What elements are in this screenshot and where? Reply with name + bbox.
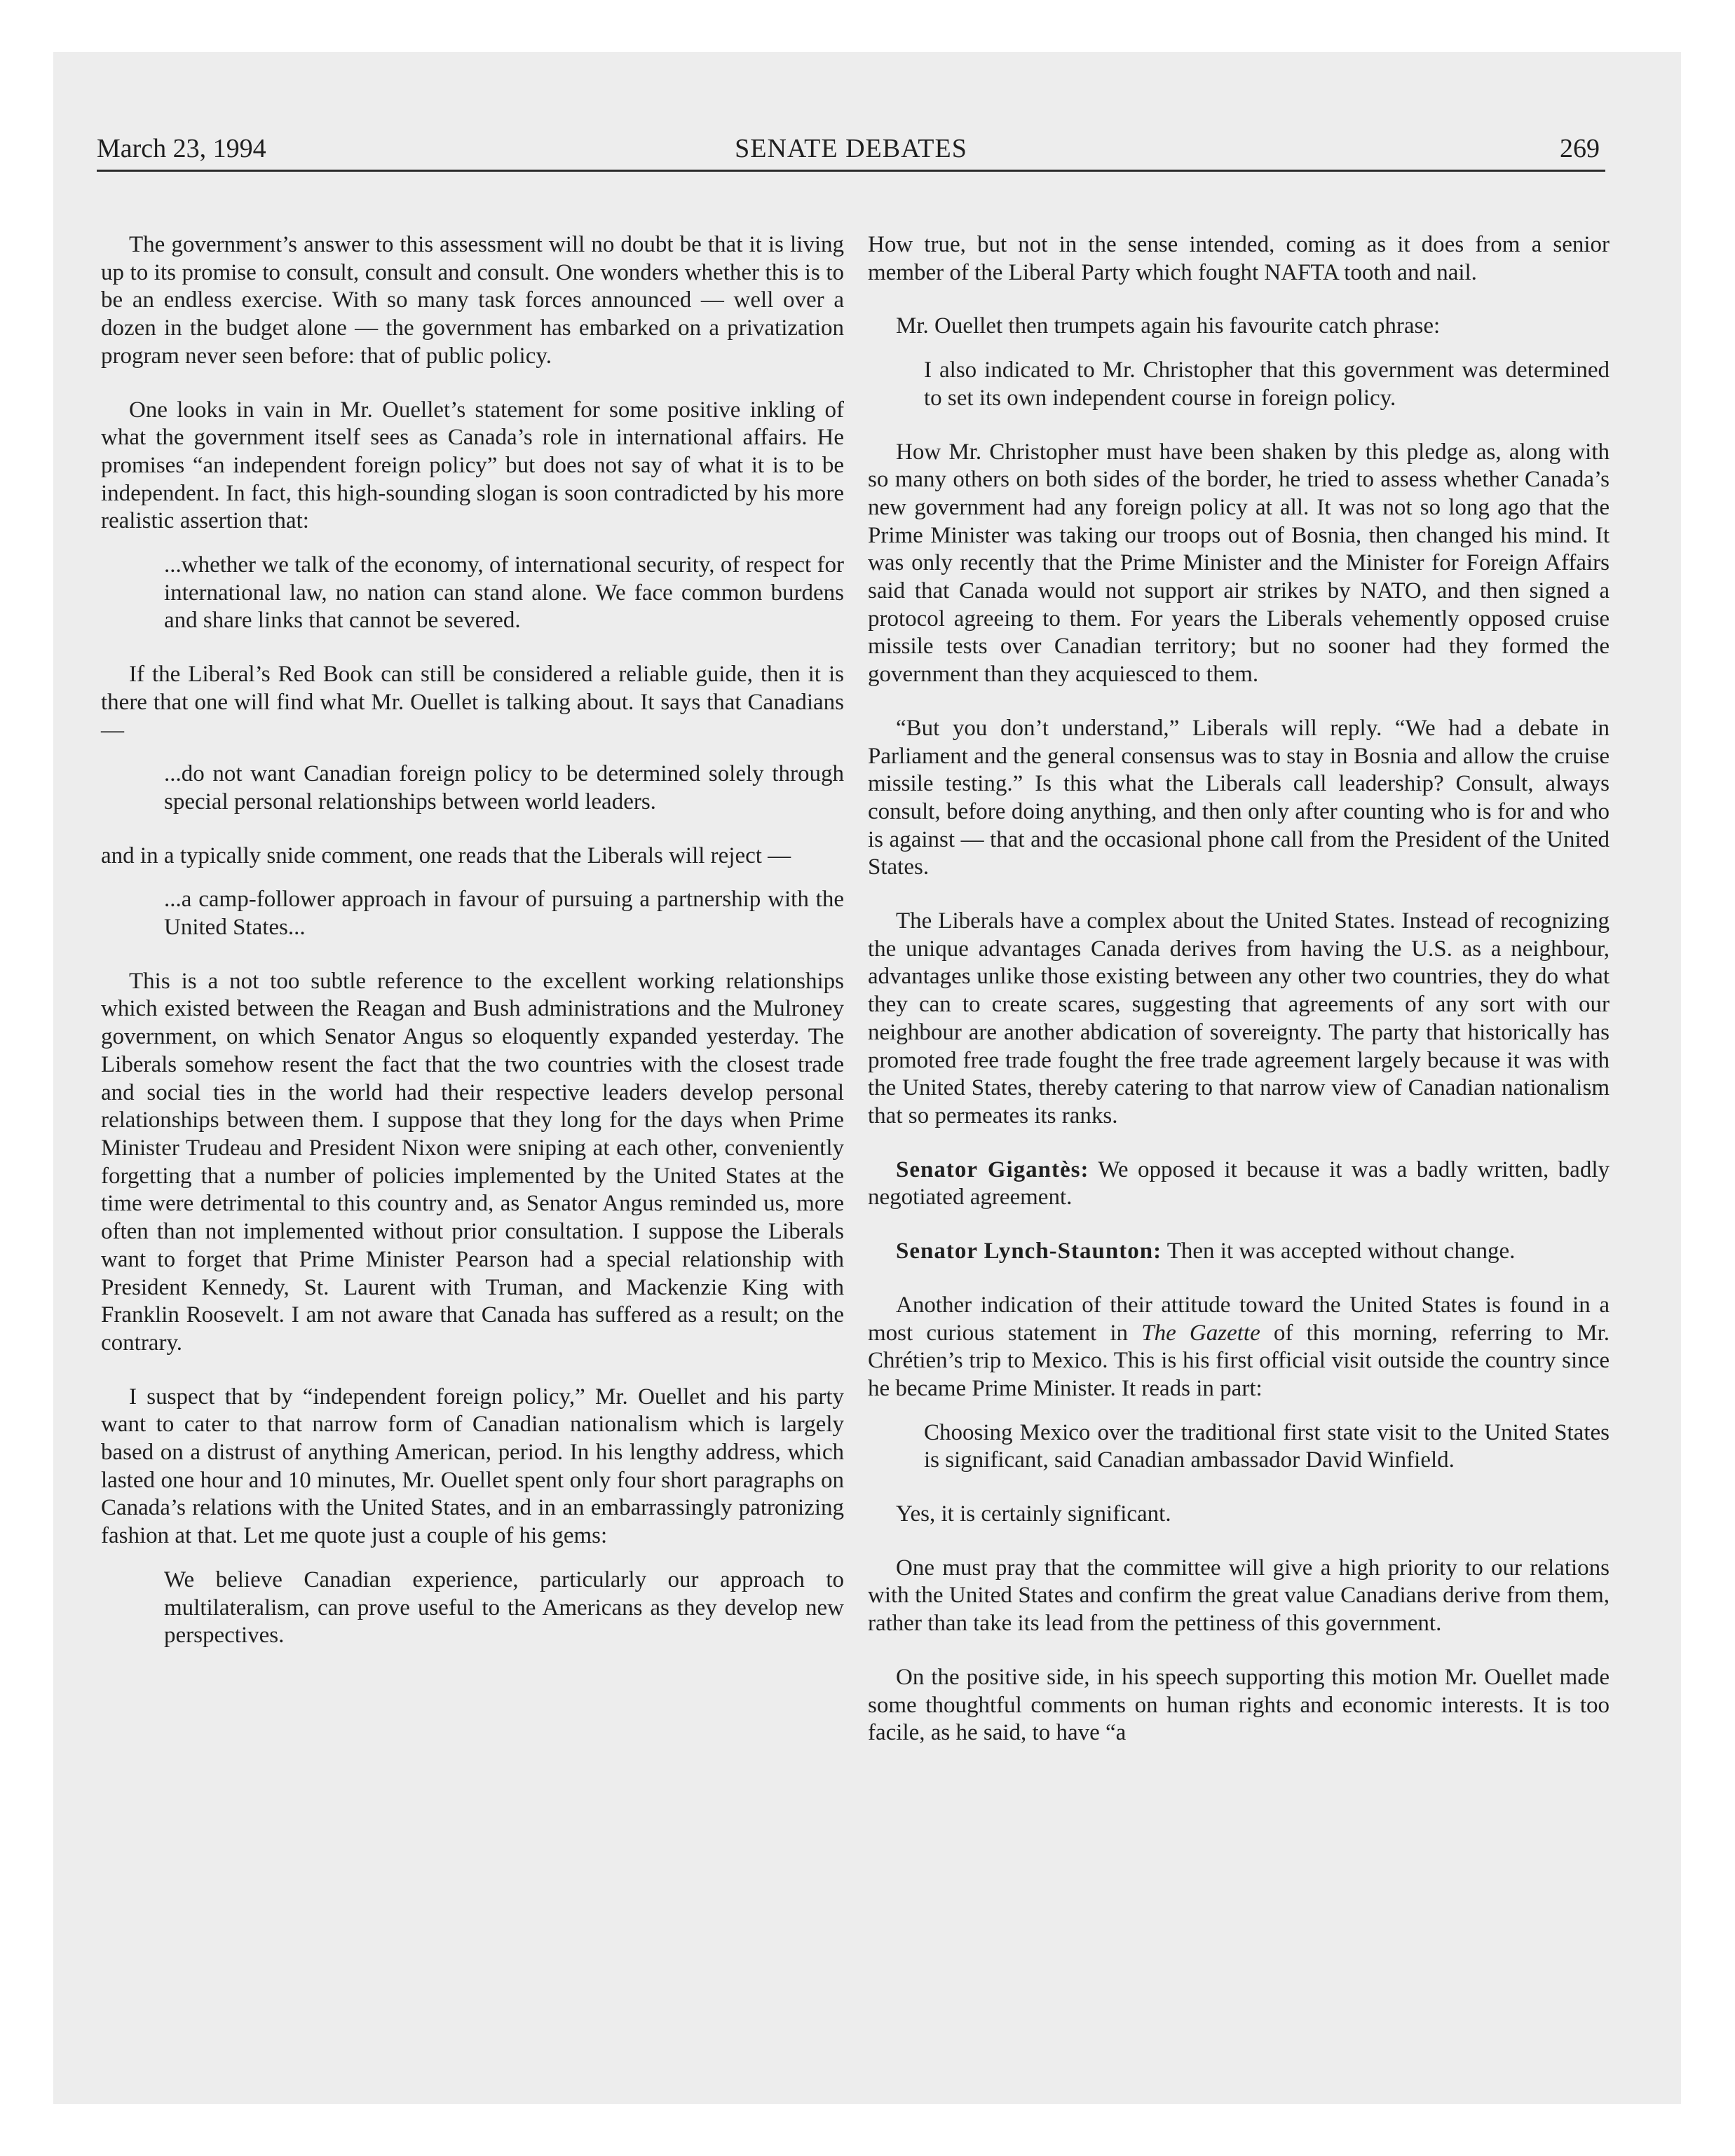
paragraph — [868, 1292, 1610, 1403]
block-quote: We believe Canadian experience, particularly our approach to multilateralism, can prove useful to the Americans as they develop new perspectives. — [164, 1567, 844, 1649]
paragraph: How true, but not in the sense intended, coming as it does from a senior member of the Liberal Party which fought NAFTA tooth and nail. — [868, 232, 1610, 285]
paragraph: Mr. Ouellet then trumpets again his favourite catch phrase: — [896, 313, 1441, 339]
page-number: 269 — [1560, 134, 1600, 163]
speaker-name: Senator Lynch-Staunton: — [896, 1239, 1162, 1264]
speech — [868, 1157, 1610, 1212]
block-quote: ...whether we talk of the economy, of international security, of respect for international law, no nation can stand alone. We face common burdens and share links that cannot be severed. — [164, 552, 844, 634]
paragraph: One must pray that the committee will give a high priority to our relations with the United States and confirm the great value Canadians derive from them, rather than take its lead from the pettiness of this government. — [868, 1555, 1610, 1637]
paragraph: and in a typically snide comment, one reads that the Liberals will reject — — [101, 842, 791, 868]
block-quote: ...a camp-follower approach in favour of pursuing a partnership with the United States... — [164, 887, 844, 941]
text-run: of this morning, referring to Mr. Chrétien’s trip to Mexico. This is his first official visit outside the country since he became Prime Minister. It reads in part: — [868, 1320, 1610, 1401]
paragraph: One looks in vain in Mr. Ouellet’s statement for some positive inkling of what the government itself sees as Canada’s role in international affairs. He promises “an independent foreign policy” but does not say of what it is to be independent. In fact, this high-sounding slogan is soon contradicted by his more realistic assertion that: — [101, 397, 844, 534]
block-quote: I also indicated to Mr. Christopher that this government was determined to set its own independent course in foreign policy. — [924, 357, 1610, 411]
speaker-name: Senator Gigantès: — [896, 1157, 1089, 1182]
right-column — [868, 231, 1610, 1773]
text-run: Another indication of their attitude toward the United States is found in a most curious statement in — [868, 1292, 1610, 1346]
header-title: SENATE DEBATES — [735, 134, 967, 163]
page-header — [97, 130, 1605, 172]
paragraph: I suspect that by “independent foreign policy,” Mr. Ouellet and his party want to cater to that narrow form of Canadian nationalism which is largely based on a distrust of anything American, period. In his lengthy address, which lasted one hour and 10 minutes, Mr. Ouellet spent only four short paragraphs on Canada’s relations with the United States, and in an embarrassingly patronizing fashion at that. Let me quote just a couple of his gems: — [101, 1384, 844, 1549]
left-column — [101, 231, 844, 1676]
block-quote: ...do not want Canadian foreign policy to be determined solely through special personal relationships between world leaders. — [164, 761, 844, 814]
block-quote: Choosing Mexico over the traditional first state visit to the United States is significant, said Canadian ambassador David Winfield. — [924, 1419, 1610, 1473]
publication-title: The Gazette — [1141, 1320, 1260, 1346]
paragraph: The Liberals have a complex about the United States. Instead of recognizing the unique advantages Canada derives from having the U.S. as a neighbour, advantages unlike those existing between any other two countries, they do what they can to create scares, suggesting that agreements of any sort with our neighbour are another abdication of sovereignty. The party that historically has promoted free trade fought the free trade agreement largely because it was with the United States, thereby catering to that narrow view of Canadian nationalism that so permeates its ranks. — [868, 908, 1610, 1128]
speech-text: Then it was accepted without change. — [1162, 1239, 1516, 1264]
speech — [868, 1238, 1610, 1266]
paragraph: “But you don’t understand,” Liberals will reply. “We had a debate in Parliament and the general consensus was to stay in Bosnia and allow the cruise missile testing.” Is this what the Liberals call leadership? Consult, always consult, before doing anything, and then only after counting who is for and who is against — that and the occasional phone call from the President of the United States. — [868, 715, 1610, 880]
paragraph: On the positive side, in his speech supporting this motion Mr. Ouellet made some thoughtful comments on human rights and economic interests. It is too facile, as he said, to have “a — [868, 1664, 1610, 1746]
paragraph: Yes, it is certainly significant. — [896, 1501, 1171, 1527]
paragraph: The government’s answer to this assessment will no doubt be that it is living up to its promise to consult, consult and consult. One wonders whether this is to be an endless exercise. With so many task forces announced — well over a dozen in the budget alone — the government has embarked on a privatization program never seen before: that of public policy. — [101, 232, 844, 369]
paragraph: This is a not too subtle reference to the excellent working relationships which existed between the Reagan and Bush administrations and the Mulroney government, on which Senator Angus so eloquently expanded yesterday. The Liberals somehow resent the fact that the two countries with the closest trade and social ties in the world had their respective leaders develop personal relationships between them. I suppose that they long for the days when Prime Minister Trudeau and President Nixon were sniping at each other, conveniently forgetting that a number of policies implemented by the United States at the time were detrimental to this country and, as Senator Angus reminded us, more often than not implemented without prior consultation. I suppose the Liberals want to forget that Prime Minister Pearson had a special relationship with President Kennedy, St. Laurent with Truman, and Mackenzie King with Franklin Roosevelt. I am not aware that Canada has suffered as a result; on the contrary. — [101, 968, 844, 1356]
paragraph: How Mr. Christopher must have been shaken by this pledge as, along with so many others on both sides of the border, he tried to assess whether Canada’s new government had any foreign policy at all. It was not so long ago that the Prime Minister was taking our troops out of Bosnia, then changed his mind. It was only recently that the Prime Minister and the Minister for Foreign Affairs said that Canada would not support air strikes by NATO, and then signed a protocol agreeing to them. For years the Liberals vehemently opposed cruise missile tests over Canadian territory; but no sooner had they formed the government than they acquiesced to them. — [868, 439, 1610, 688]
speech-text: We opposed it because it was a badly written, badly negotiated agreement. — [868, 1157, 1610, 1210]
header-date: March 23, 1994 — [97, 134, 266, 163]
paragraph: If the Liberal’s Red Book can still be considered a reliable guide, then it is there that one will find what Mr. Ouellet is talking about. It says that Canadians — — [101, 662, 844, 743]
